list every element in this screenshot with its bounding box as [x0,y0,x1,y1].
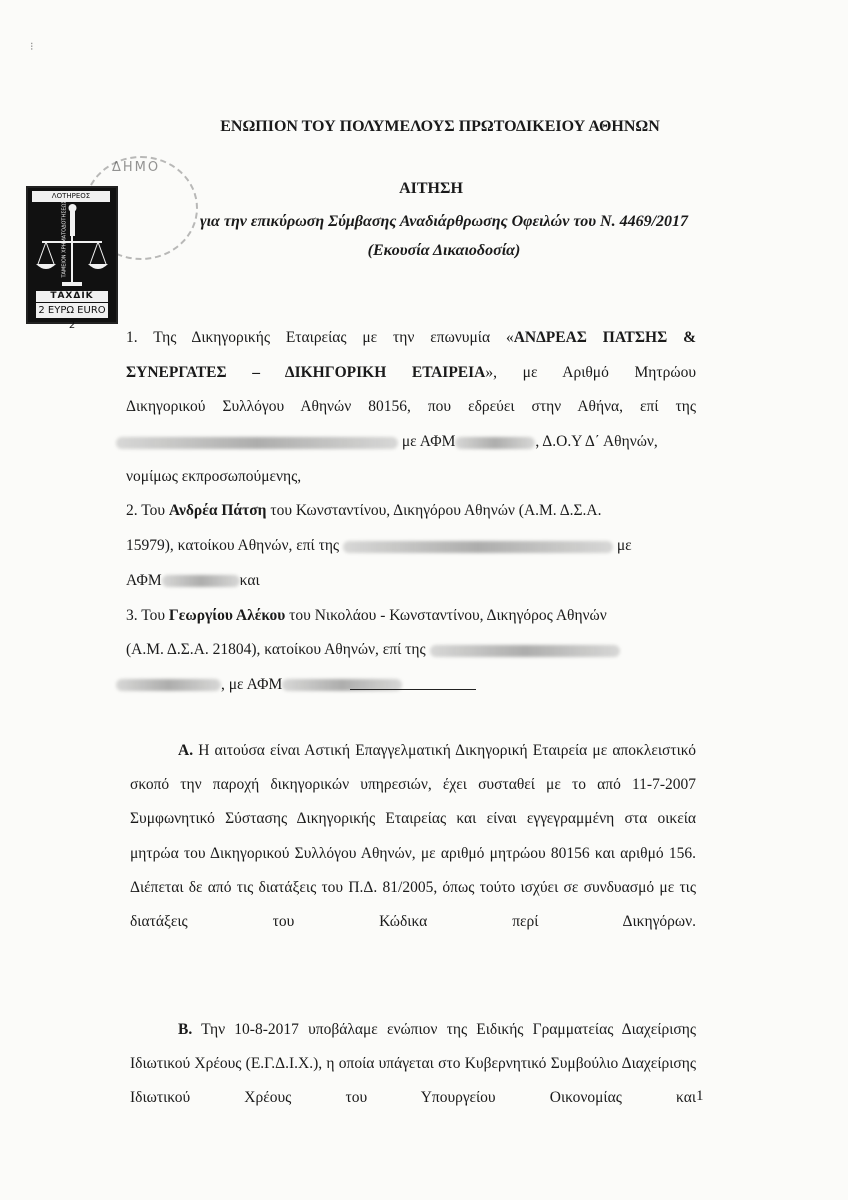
court-heading: ΕΝΩΠΙΟΝ ΤΟΥ ΠΟΛΥΜΕΛΟΥΣ ΠΡΩΤΟΔΙΚΕΙΟΥ ΑΘΗΝΩΝ [220,118,660,135]
party-3-name: Γεωργίου Αλέκου [168,606,286,624]
party-2-line-1: 2. Του Ανδρέα Πάτση του Κωνσταντίνου, Δικηγόρου Αθηνών (Α.Μ. Δ.Σ.Α. [126,502,602,520]
document-subtitle: για την επικύρωση Σύμβασης Αναδιάρθρωσης Οφειλών του Ν. 4469/2017 [199,213,689,230]
section-a-paragraph [130,734,696,939]
seal-text: ΔΗΜΟ [112,160,161,175]
party-1-line-3: Δικηγορικού Συλλόγου Αθηνών 80156, που εδρεύει στην Αθήνα, επί της [126,398,696,416]
section-b-paragraph [130,1013,696,1116]
firm-name-part-2: ΣΥΝΕΡΓΑΤΕΣ – ΔΙΚΗΓΟΡΙΚΗ ΕΤΑΙΡΕΙΑ [126,363,486,381]
section-b-label: Β. [178,1021,193,1038]
parties-block [126,321,696,703]
stamp-label: ΤΑΧΔΙΚ [36,291,108,302]
party-2-line-3: ΑΦΜ και [126,571,260,589]
section-a-label: Α. [178,742,194,759]
redacted-address [430,645,620,657]
party-3-line-2: (Α.Μ. Δ.Σ.Α. 21804), κατοίκου Αθηνών, επί της [126,633,696,668]
jurisdiction-note: (Εκουσία Δικαιοδοσία) [367,242,521,259]
party-1-line-2: ΣΥΝΕΡΓΑΤΕΣ – ΔΙΚΗΓΟΡΙΚΗ ΕΤΑΙΡΕΙΑ», με Αριθμό Μητρώου [126,363,696,381]
redacted-address [116,437,398,449]
firm-name-part-1: ΑΝΔΡΕΑΣ ΠΑΤΣΗΣ & [513,329,696,346]
party-2-line-2: 15979), κατοίκου Αθηνών, επί της με [126,537,632,555]
margin-mark: ⁝ [30,41,34,53]
party-3-line-3: , με ΑΦΜ [126,668,696,703]
stamp-side-text: ΤΑΜΕΙΟΝ ΧΡΗΜΑΤΟΔΟΤΗΣΕΩΣ [61,200,68,278]
party-1-line-4: με ΑΦΜ , Δ.Ο.Υ Δ΄ Αθηνών, [126,425,696,460]
party-1-line-1: 1. Της Δικηγορικής Εταιρείας με την επωνυμία «ΑΝΔΡΕΑΣ ΠΑΤΣΗΣ & [126,329,696,346]
redacted-address [116,679,221,691]
section-b-text: Την 10-8-2017 υποβάλαμε ενώπιον της Ειδικής Γραμματείας Διαχείρισης Ιδιωτικού Χρέους (Ε.Γ.Δ.Ι.Χ.), η οποία υπάγεται στο Κυβερνητικό Συμβούλιο Διαχείρισης Ιδιωτικού Χρέους του Υπουργείου Οικονομίας και [130,1021,696,1107]
stamp-top-text: ΛΟΤΗΡΕΟΣ [32,191,110,202]
section-divider [350,689,476,690]
party-1-line-5: νομίμως εκπροσωπούμενης, [126,467,302,485]
redacted-address [343,541,613,553]
stamp-value: 2 ΕΥΡΩ EURO 2 [36,303,108,318]
document-title: ΑΙΤΗΣΗ [399,180,463,197]
party-2-name: Ανδρέα Πάτση [168,502,267,520]
page-number: 1 [696,1088,704,1104]
party-3-line-1: 3. Του Γεωργίου Αλέκου του Νικολάου - Κωνσταντίνου, Δικηγόρος Αθηνών [126,606,607,624]
redacted-tax-id [455,437,535,449]
redacted-tax-id [162,575,240,587]
section-a-text: Η αιτούσα είναι Αστική Επαγγελματική Δικηγορική Εταιρεία με αποκλειστικό σκοπό την παροχή δικηγορικών υπηρεσιών, έχει συσταθεί με το από 11-7-2007 Συμφωνητικό Σύστασης Δικηγορικής Εταιρείας και είναι εγγεγραμμένη στα οικεία μητρώα του Δικηγορικού Συλλόγου Αθηνών, με αριθμό μητρώου 80156 και αριθμό 156. Διέπεται δε από τις διατάξεις του Π.Δ. 81/2005, όπως τούτο ισχύει σε συνδυασμό με τις διατάξεις του Κώδικα περί Δικηγόρων. [130,742,696,931]
